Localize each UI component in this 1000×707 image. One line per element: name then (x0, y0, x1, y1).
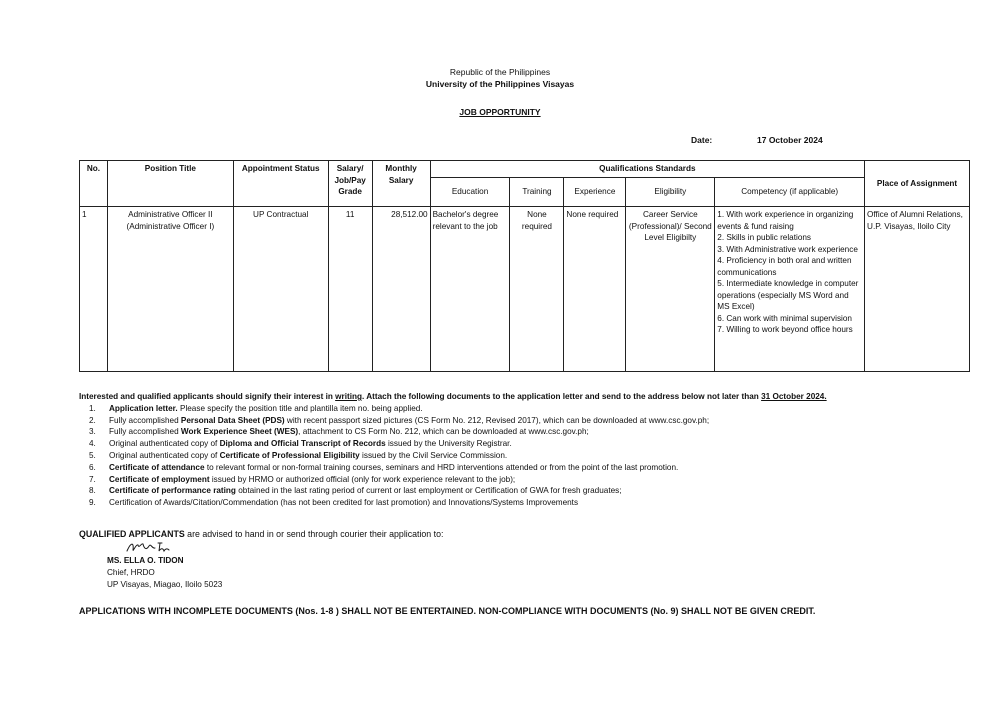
col-monthly: Monthly Salary (372, 161, 430, 207)
page-title: JOB OPPORTUNITY (459, 107, 541, 117)
item-number: 4. (89, 439, 96, 449)
col-grade: Salary/ Job/Pay Grade (328, 161, 372, 207)
list-item (79, 485, 979, 497)
col-training: Training (510, 178, 564, 207)
col-position: Position Title (107, 161, 233, 207)
job-table (79, 160, 970, 372)
item-number: 7. (89, 474, 96, 484)
qualified-applicants-note (79, 529, 443, 539)
item-number: 8. (89, 486, 96, 496)
list-item (79, 403, 979, 415)
item-text: issued by the Civil Service Commission. (359, 450, 508, 460)
requirements-list (79, 403, 979, 509)
item-number: 6. (89, 462, 96, 472)
item-bold: Diploma and Official Transcript of Records (219, 439, 386, 449)
item-number: 9. (89, 498, 96, 508)
item-text: issued by the University Registrar. (385, 439, 512, 449)
intro-text-b: . Attach the following documents to the application letter and send to the address below not later than (361, 392, 762, 401)
intro-text-a: Interested and qualified applicants should signify their interest in (79, 392, 336, 401)
item-number: 2. (89, 415, 96, 425)
qualified-text: are advised to hand in or send through courier their application to: (184, 529, 444, 539)
list-item (79, 462, 979, 474)
item-text: issued by HRMO or authorized official (only for work experience relevant to the job); (209, 474, 516, 484)
table-header-row (80, 161, 970, 178)
competency-item: 5. Intermediate knowledge in computer operations (especially MS Word and MS Excel) (717, 279, 859, 311)
signature-image (125, 540, 175, 554)
university-name: University of the Philippines Visayas (425, 79, 575, 89)
item-bold: Personal Data Sheet (PDS) (180, 415, 285, 425)
signer-name: MS. ELLA O. TIDON (107, 556, 184, 565)
item-text: Please specify the position title and plantilla item no. being applied. (177, 403, 423, 413)
signer-role: Chief, HRDO (107, 567, 155, 577)
cell-position: Administrative Officer II (Administrative Officer I) (107, 207, 233, 372)
competency-item: 3. With Administrative work experience (717, 244, 858, 254)
qualified-bold: QUALIFIED APPLICANTS (79, 529, 185, 539)
cell-eligibility: Career Service (Professional)/ Second Level Eligibilty (626, 207, 715, 372)
item-text: Certification of Awards/Citation/Commendation (has not been credited for last promotion) and Innovations/Systems Improvements (109, 498, 579, 508)
item-number: 1. (89, 403, 96, 413)
item-text: obtained in the last rating period of current or last employment or Certification of GWA for fresh graduates; (235, 486, 622, 496)
item-pre: Original authenticated copy of (109, 439, 220, 449)
item-pre: Original authenticated copy of (109, 450, 220, 460)
cell-no: 1 (80, 207, 108, 372)
cell-salary: 28,512.00 (372, 207, 430, 372)
col-qualifications: Qualifications Standards (430, 161, 864, 178)
competency-item: 2. Skills in public relations (717, 233, 812, 242)
date-label: Date: (691, 135, 713, 145)
col-eligibility: Eligibility (626, 178, 715, 207)
cell-training: None required (510, 207, 564, 372)
date-value: 17 October 2024 (757, 135, 823, 145)
col-place: Place of Assignment (865, 161, 970, 207)
item-bold: Application letter. (109, 403, 178, 413)
competency-item: 1. With work experience in organizing events & fund raising (717, 210, 854, 231)
table-row (80, 207, 970, 372)
col-status: Appointment Status (233, 161, 328, 207)
item-bold: Certificate of attendance (109, 462, 205, 472)
signer-block (107, 555, 222, 590)
cell-competency (715, 207, 865, 372)
date-line (691, 135, 823, 145)
item-pre: Fully accomplished (109, 427, 181, 437)
col-no: No. (80, 161, 108, 207)
signer-address: UP Visayas, Miagao, Iloilo 5023 (107, 579, 223, 589)
list-item (79, 497, 979, 509)
intro-writing: writing (335, 392, 362, 401)
republic-line: Republic of the Philippines (449, 67, 551, 77)
competency-item: 6. Can work with minimal supervision (717, 313, 852, 323)
document-header (0, 66, 1000, 90)
item-text: to relevant formal or non-formal training courses, seminars and HRD interventions attended or from the point of the last promotion. (204, 462, 679, 472)
item-number: 5. (89, 450, 96, 460)
list-item (79, 438, 979, 450)
col-experience: Experience (564, 178, 626, 207)
list-item (79, 426, 979, 438)
competency-item: 4. Proficiency in both oral and written communications (717, 256, 852, 277)
list-item (79, 450, 979, 462)
col-competency: Competency (if applicable) (715, 178, 865, 207)
item-bold: Certificate of performance rating (109, 486, 236, 496)
item-pre: Fully accomplished (109, 415, 181, 425)
item-bold: Certificate of Professional Eligibility (219, 450, 360, 460)
requirements-intro (79, 391, 979, 403)
item-bold: Certificate of employment (109, 474, 210, 484)
requirements-section (79, 391, 979, 509)
item-text: , attachment to CS Form No. 212, which can be downloaded at www.csc.gov.ph; (298, 427, 589, 437)
cell-grade: 11 (328, 207, 372, 372)
cell-status: UP Contractual (233, 207, 328, 372)
cell-experience: None required (564, 207, 626, 372)
item-bold: Work Experience Sheet (WES) (180, 427, 299, 437)
list-item (79, 415, 979, 427)
intro-deadline: 31 October 2024. (761, 392, 827, 401)
competency-item: 7. Willing to work beyond office hours (717, 325, 853, 334)
cell-place: Office of Alumni Relations, U.P. Visayas, Iloilo City (865, 207, 970, 372)
item-text: with recent passport sized pictures (CS Form No. 212, Revised 2017), which can be downloaded at www.csc.gov.ph; (284, 415, 710, 425)
list-item (79, 474, 979, 486)
cell-education: Bachelor's degree relevant to the job (430, 207, 510, 372)
item-number: 3. (89, 427, 96, 437)
final-notice: APPLICATIONS WITH INCOMPLETE DOCUMENTS (Nos. 1-8 ) SHALL NOT BE ENTERTAINED. NON-COMPLIANCE WITH DOCUMENTS (No. 9) SHALL NOT BE GIVEN CREDIT. (79, 606, 816, 616)
col-education: Education (430, 178, 510, 207)
